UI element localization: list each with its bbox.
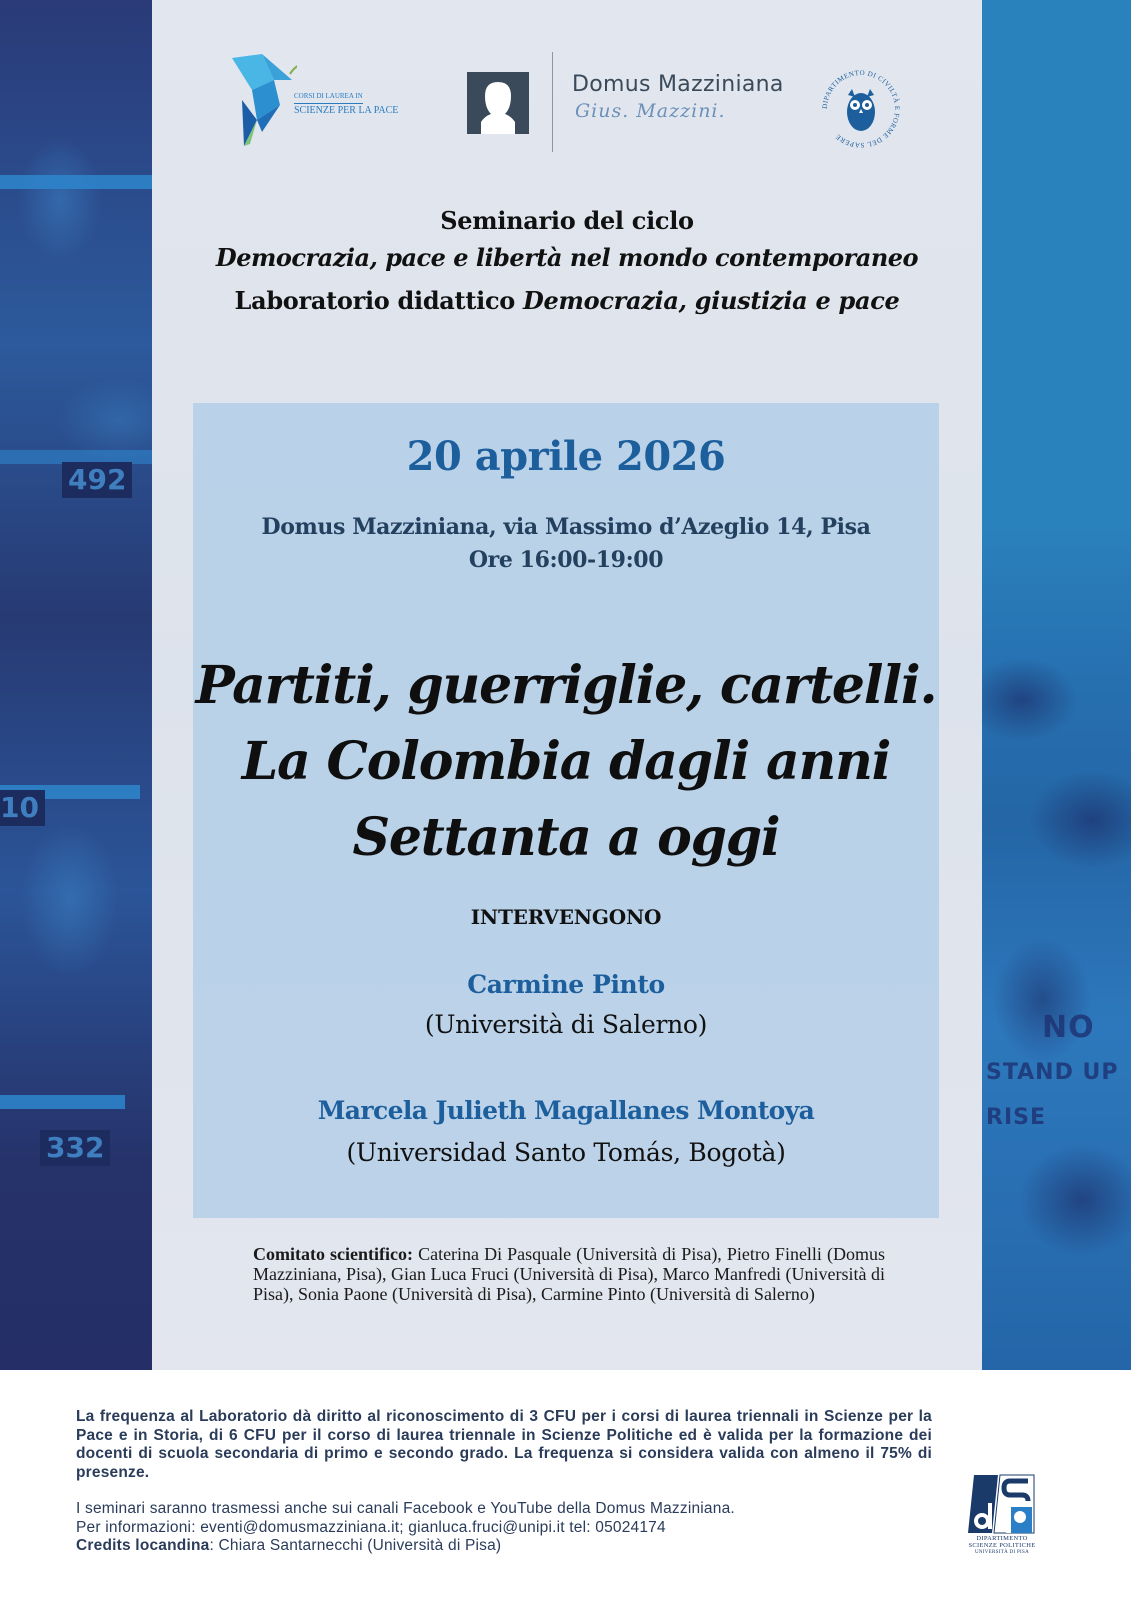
event-title-line: La Colombia dagli anni <box>241 731 891 792</box>
owl-department-logo <box>817 65 905 153</box>
credits-label: Credits locandina <box>76 1537 210 1554</box>
committee-members: Caterina Di Pasquale (Università di Pisa), Pietro Finelli (Domus Mazziniana, Pisa), Gian Luca Fruci (Università di Pisa), Marco Manfredi (Università di Pisa), Sonia Paone (Università di Pisa), Carmine Pinto (Università di Salerno) <box>253 1244 885 1304</box>
event-venue: Domus Mazziniana, via Massimo d’Azeglio 14, Pisa <box>261 514 871 540</box>
origami-dove-icon <box>222 50 297 150</box>
event-venue-block <box>193 511 939 577</box>
protest-sign-text: NO <box>1042 1010 1095 1045</box>
event-title <box>193 648 939 876</box>
protest-sign-text: RISE <box>986 1105 1046 1130</box>
seminar-intro <box>152 206 982 315</box>
credits-text: : Chiara Santarnecchi (Università di Pisa) <box>209 1537 502 1554</box>
credits-line <box>76 1537 936 1556</box>
left-photo-band <box>0 0 152 1370</box>
content-panel <box>152 0 982 1370</box>
domus-name: Domus Mazziniana <box>572 72 784 97</box>
scienze-per-la-pace-logo <box>222 50 422 150</box>
protest-sign-text: STAND UP <box>986 1060 1119 1085</box>
event-title-line: Settanta a oggi <box>352 807 780 868</box>
laboratory-line <box>152 286 982 315</box>
speaker-name: Carmine Pinto <box>467 970 665 999</box>
contact-info: Per informazioni: eventi@domusmazziniana.it; gianluca.fruci@unipi.it tel: 05024174 <box>76 1518 666 1536</box>
dsp-caption-line: DIPARTIMENTO <box>976 1535 1028 1542</box>
speaker-name: Marcela Julieth Magallanes Montoya <box>317 1096 815 1125</box>
seminar-cycle-label: Seminario del ciclo <box>440 206 694 235</box>
seat-number-badge: 492 <box>62 462 132 498</box>
committee-label: Comitato scientifico: <box>253 1244 414 1264</box>
bg-stripe <box>0 1095 125 1109</box>
mazzini-signature: Gius. Mazzini. <box>575 100 726 122</box>
footer <box>0 1370 1131 1600</box>
cfu-notice: La frequenza al Laboratorio dà diritto al riconoscimento di 3 CFU per i corsi di laurea triennali in Scienze per la Pace e in Storia, di 6 CFU per il corso di laurea triennale in Scienze Politiche ed è valida per la formazione dei docenti di scuola secondaria di primo e secondo grado. La frequenza si considera valida con almeno il 75% di presenze. <box>76 1408 932 1481</box>
footer-info <box>76 1500 936 1556</box>
pace-logo-line2: SCIENZE PER LA PACE <box>294 105 399 116</box>
dsp-logo-icon <box>968 1473 1036 1535</box>
laboratory-prefix: Laboratorio didattico <box>234 286 524 315</box>
event-time: Ore 16:00-19:00 <box>468 547 664 573</box>
right-photo-band <box>982 0 1131 1370</box>
portrait-silhouette-icon <box>467 72 529 134</box>
dsp-caption <box>968 1535 1036 1556</box>
bg-stripe <box>0 175 152 189</box>
scientific-committee <box>253 1244 885 1304</box>
speaker-affiliation: (Universidad Santo Tomás, Bogotà) <box>346 1138 786 1167</box>
owl-icon <box>817 65 905 153</box>
event-box <box>193 403 939 1218</box>
laboratory-name: Democrazia, giustizia e pace <box>523 286 900 315</box>
event-title-line: Partiti, guerriglie, cartelli. <box>195 655 937 716</box>
dsp-caption-line: UNIVERSITÀ DI PISA <box>974 1550 1029 1555</box>
logo-divider <box>552 52 553 152</box>
pace-logo-line1: CORSI DI LAUREA IN <box>294 91 363 104</box>
speaker-affiliation: (Università di Salerno) <box>424 1010 708 1039</box>
seat-number-badge: 332 <box>40 1130 110 1166</box>
domus-mazziniana-logo <box>467 52 797 152</box>
event-date: 20 aprile 2026 <box>406 433 726 480</box>
dsp-department-logo <box>968 1473 1036 1561</box>
speakers-heading: INTERVENGONO <box>470 905 662 929</box>
dsp-caption-line: SCIENZE POLITICHE <box>968 1542 1036 1549</box>
svg-text:DIPARTIMENTO DI CIVILTÀ E FORM: DIPARTIMENTO DI CIVILTÀ E FORME DEL SAPERE <box>820 68 902 150</box>
streaming-notice: I seminari saranno trasmessi anche sui canali Facebook e YouTube della Domus Mazziniana. <box>76 1500 735 1517</box>
seat-number-badge: 10 <box>0 790 45 826</box>
logo-row <box>152 50 982 160</box>
seminar-cycle-name: Democrazia, pace e libertà nel mondo contemporaneo <box>215 243 919 272</box>
